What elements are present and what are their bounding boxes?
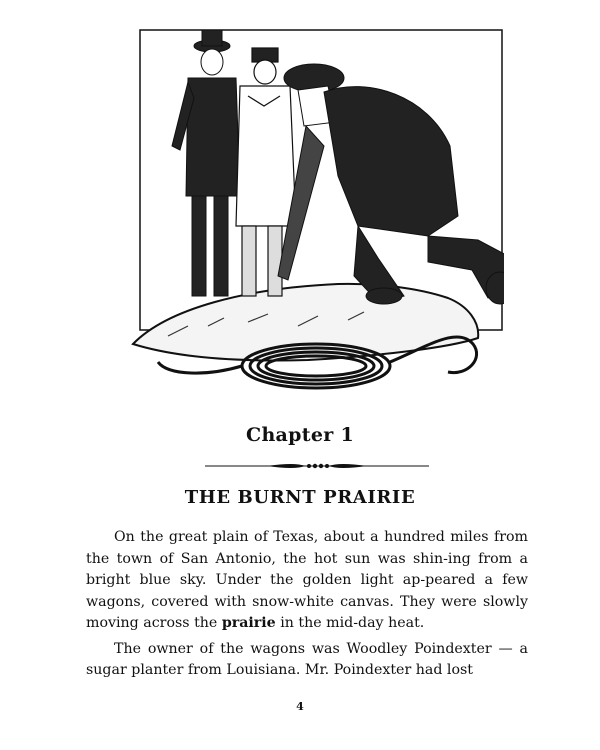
ornament-divider (205, 460, 429, 472)
page-number: 4 (296, 700, 304, 713)
bold-word: prairie (221, 615, 276, 631)
chapter-title: THE BURNT PRAIRIE (184, 487, 416, 508)
chapter-illustration (128, 26, 504, 404)
paragraph-1 (86, 527, 528, 635)
paragraph-2: The owner of the wagons was Woodley Poindexter — a sugar planter from Louisiana. Mr. Poindexter had lost (86, 640, 528, 678)
chapter-label: Chapter 1 (246, 424, 354, 446)
body-text (86, 527, 528, 686)
paragraph-1-text-b: in the mid-day heat. (275, 615, 425, 631)
paragraph-1-text-a: On the great plain of Texas, about a hundred miles from the town of San Antonio, the hot sun was shin-ing from a bright blue sky. Under the golden light ap-peared a few wagons, covered with snow-white canvas. They were slowly moving across the (86, 529, 528, 631)
